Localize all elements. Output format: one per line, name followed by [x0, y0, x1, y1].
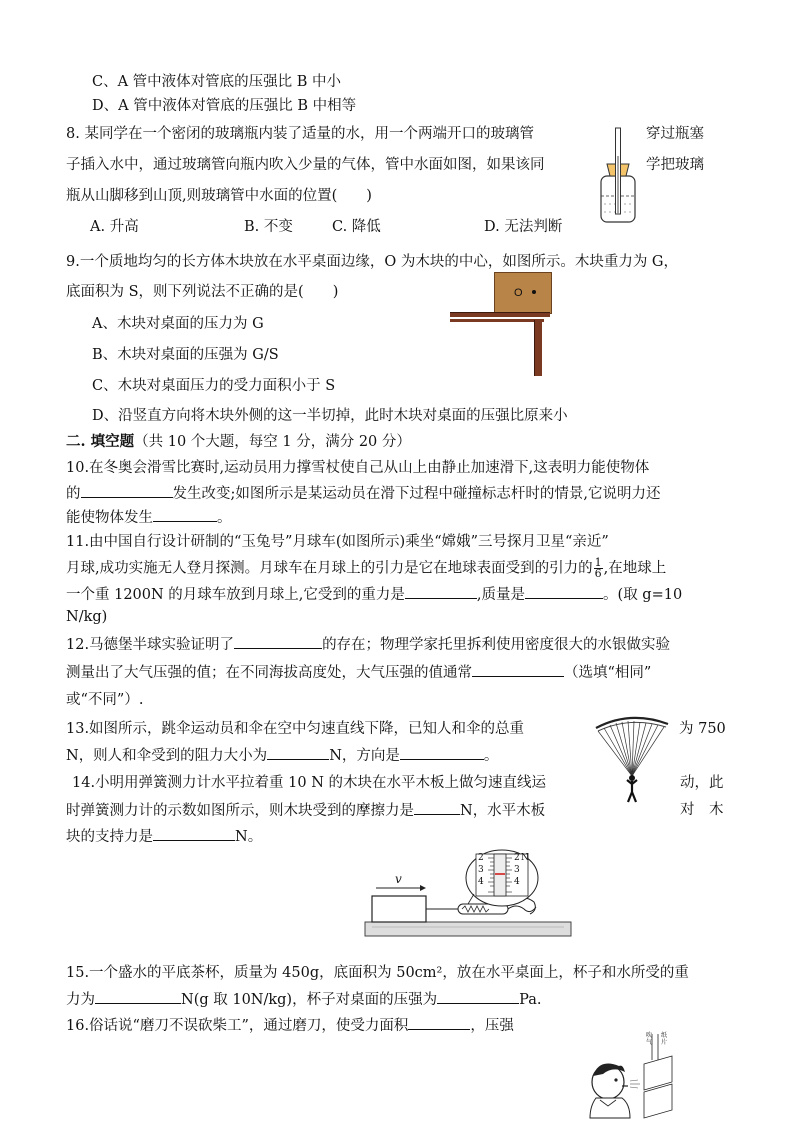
- q10-line3: [66, 507, 232, 528]
- q8-line2: 子插入水中，通过玻璃管向瓶内吹入少量的气体，管中水面如图，如果该同: [66, 157, 545, 173]
- section-heading: [66, 432, 411, 452]
- section-title: 二. 填空题: [66, 433, 135, 450]
- q9-option-a: A、木块对桌面的压力为 G: [92, 316, 264, 332]
- q10-line2: [66, 483, 661, 504]
- q15-text: N(g 取 10N/kg)，杯子对桌面的压强为: [181, 992, 438, 1008]
- q14-line3: [66, 826, 262, 847]
- q7-option-c: C、A 管中液体对管底的压强比 B 中小: [92, 74, 342, 90]
- section-note: （共 10 个大题，每空 1 分，满分 20 分）: [134, 434, 411, 450]
- q16-text: 16.俗话说“磨刀不误砍柴工”，通过磨刀，使受力面积: [66, 1018, 409, 1034]
- q11-blank-1[interactable]: [405, 584, 477, 599]
- q10-line1: 10.在冬奥会滑雪比赛时,运动员用力撑雪杖使自己从山上由静止加速滑下,这表明力能使物体: [66, 460, 650, 476]
- q11-line3: [66, 584, 682, 605]
- q13-line1: 13.如图所示，跳伞运动员和伞在空中匀速直线下降，已知人和伞的总重: [66, 721, 525, 737]
- wood-block: [494, 272, 552, 314]
- scale-left-4: 4: [478, 877, 484, 887]
- q15-blank-1[interactable]: [95, 989, 181, 1004]
- table-rim: [450, 319, 544, 322]
- block-on-table-figure: [450, 272, 550, 376]
- q10-text: 。: [217, 510, 232, 526]
- q16-line1: [66, 1015, 514, 1036]
- q11-text: ,质量是: [476, 587, 526, 603]
- one-sixth-fraction: $\frac{1}{6}$: [594, 556, 602, 580]
- q14-blank-1[interactable]: [414, 800, 460, 815]
- q13-text: N，方向是: [329, 748, 400, 764]
- q14-text: N，水平木板: [460, 803, 546, 819]
- q11-text: 月球,成功实施无人登月探测。月球车在月球上的引力是它在地球表面受到的引力的: [66, 560, 593, 577]
- q14-line1-tail: 动，此: [680, 775, 724, 791]
- table-top: [450, 312, 550, 317]
- q14-line1: 14.小明用弹簧测力计水平拉着重 10 N 的木块在水平木板上做匀速直线运: [72, 775, 547, 791]
- q9-option-c: C、木块对桌面压力的受力面积小于 S: [92, 378, 336, 394]
- q15-text: Pa.: [519, 992, 542, 1008]
- block-center-label: O: [514, 287, 523, 299]
- q12-line2: [66, 662, 651, 683]
- parachute-figure: [592, 712, 672, 804]
- q12-blank-2[interactable]: [472, 662, 564, 677]
- q10-text: 的: [66, 486, 81, 502]
- q10-text: 能使物体发生: [66, 510, 153, 526]
- q14-text: 时弹簧测力计的示数如图所示，则木块受到的摩擦力是: [66, 803, 414, 819]
- q15-line1: 15.一个盛水的平底茶杯，质量为 450g，底面积为 50cm²，放在水平桌面上，杯子和水所受的重: [66, 965, 689, 981]
- q10-blank-2[interactable]: [153, 507, 217, 522]
- q10-text: 发生改变;如图所示是某运动员在滑下过程中碰撞标志杆时的情景,它说明力还: [172, 486, 661, 502]
- spring-scale-drawing: [364, 848, 574, 940]
- q8-option-d: D. 无法判断: [484, 219, 563, 235]
- q13-line1-tail: 为 750: [679, 721, 726, 737]
- q12-blank-1[interactable]: [234, 634, 322, 649]
- q9-option-d: D、沿竖直方向将木块外侧的这一半切掉，此时木块对桌面的压强比原来小: [92, 408, 568, 424]
- q11-line4: N/kg): [66, 609, 108, 625]
- q13-blank-1[interactable]: [267, 745, 329, 760]
- q13-text: N，则人和伞受到的阻力大小为: [66, 748, 268, 764]
- q11-blank-2[interactable]: [525, 584, 603, 599]
- spring-scale-figure: [364, 848, 574, 940]
- q11-text: ,在地球上: [603, 560, 667, 577]
- q11-text: 。(取 g=10: [603, 587, 683, 603]
- q14-blank-2[interactable]: [153, 826, 235, 841]
- boy-blowing-drawing: [586, 1030, 686, 1120]
- bottle-figure: [590, 126, 648, 226]
- q11-line2: [66, 558, 666, 579]
- q14-text: 块的支持力是: [66, 829, 153, 845]
- q16-blank-1[interactable]: [408, 1015, 470, 1030]
- q15-text: 力为: [66, 992, 95, 1008]
- q14-text: N。: [235, 829, 263, 845]
- q12-text: 12.马德堡半球实验证明了: [66, 637, 235, 653]
- q13-blank-2[interactable]: [400, 745, 484, 760]
- q8-line1-tail: 穿过瓶塞: [646, 126, 704, 142]
- q7-option-d: D、A 管中液体对管底的压强比 B 中相等: [92, 98, 357, 114]
- q8-option-a: A. 升高: [90, 219, 139, 235]
- paper-label: 纸片: [661, 1032, 668, 1046]
- q8-line2-tail: 学把玻璃: [646, 157, 704, 173]
- q10-blank-1[interactable]: [81, 483, 173, 498]
- scale-unit-label: N: [521, 853, 529, 863]
- q14-line2-tail: 对 木: [680, 802, 724, 818]
- q12-line1: [66, 634, 670, 655]
- q15-line2: [66, 989, 541, 1010]
- q12-text: （选填“相同”: [564, 665, 652, 681]
- q8-option-b: B. 不变: [244, 219, 293, 235]
- q9-line2: 底面积为 S，则下列说法不正确的是( ): [66, 284, 339, 300]
- q14-line2: [66, 800, 545, 821]
- q9-option-b: B、木块对桌面的压强为 G/S: [92, 347, 279, 363]
- q13-line2: [66, 745, 498, 766]
- q8-line1: 8. 某同学在一个密闭的玻璃瓶内装了适量的水，用一个两端开口的玻璃管: [66, 126, 534, 142]
- q12-text: 测量出了大气压强的值；在不同海拔高度处，大气压强的值通常: [66, 665, 472, 681]
- q12-text: 的存在；物理学家托里拆利使用密度很大的水银做实验: [322, 637, 671, 653]
- q15-blank-2[interactable]: [437, 989, 519, 1004]
- q9-line1: 9.一个质地均匀的长方体木块放在水平桌面边缘，O 为木块的中心，如图所示。木块重力为 G，: [66, 254, 679, 270]
- q13-text: 。: [483, 748, 499, 764]
- velocity-label: v: [395, 872, 402, 886]
- q8-line3: 瓶从山脚移到山顶,则玻璃管中水面的位置( ): [66, 188, 372, 204]
- table-leg: [534, 320, 542, 376]
- q11-text: 一个重 1200N 的月球车放到月球上,它受到的重力是: [66, 587, 405, 603]
- q8-option-c: C. 降低: [332, 219, 381, 235]
- center-dot: [532, 290, 536, 294]
- q12-line3: 或“不同”）.: [66, 692, 144, 708]
- scale-left-2: 2: [478, 853, 484, 863]
- scale-right-3: 3: [514, 865, 520, 875]
- scale-left-3: 3: [478, 865, 484, 875]
- scale-right-2: 2: [514, 853, 520, 863]
- q16-text: ，压强: [470, 1018, 514, 1034]
- blow-label: 吹气: [646, 1032, 653, 1046]
- q11-line1: 11.由中国自行设计研制的“玉兔号”月球车(如图所示)乘坐“嫦娥”三号探月卫星“亲近”: [66, 534, 609, 550]
- scale-right-4: 4: [514, 877, 520, 887]
- blowing-figure: [586, 1030, 686, 1120]
